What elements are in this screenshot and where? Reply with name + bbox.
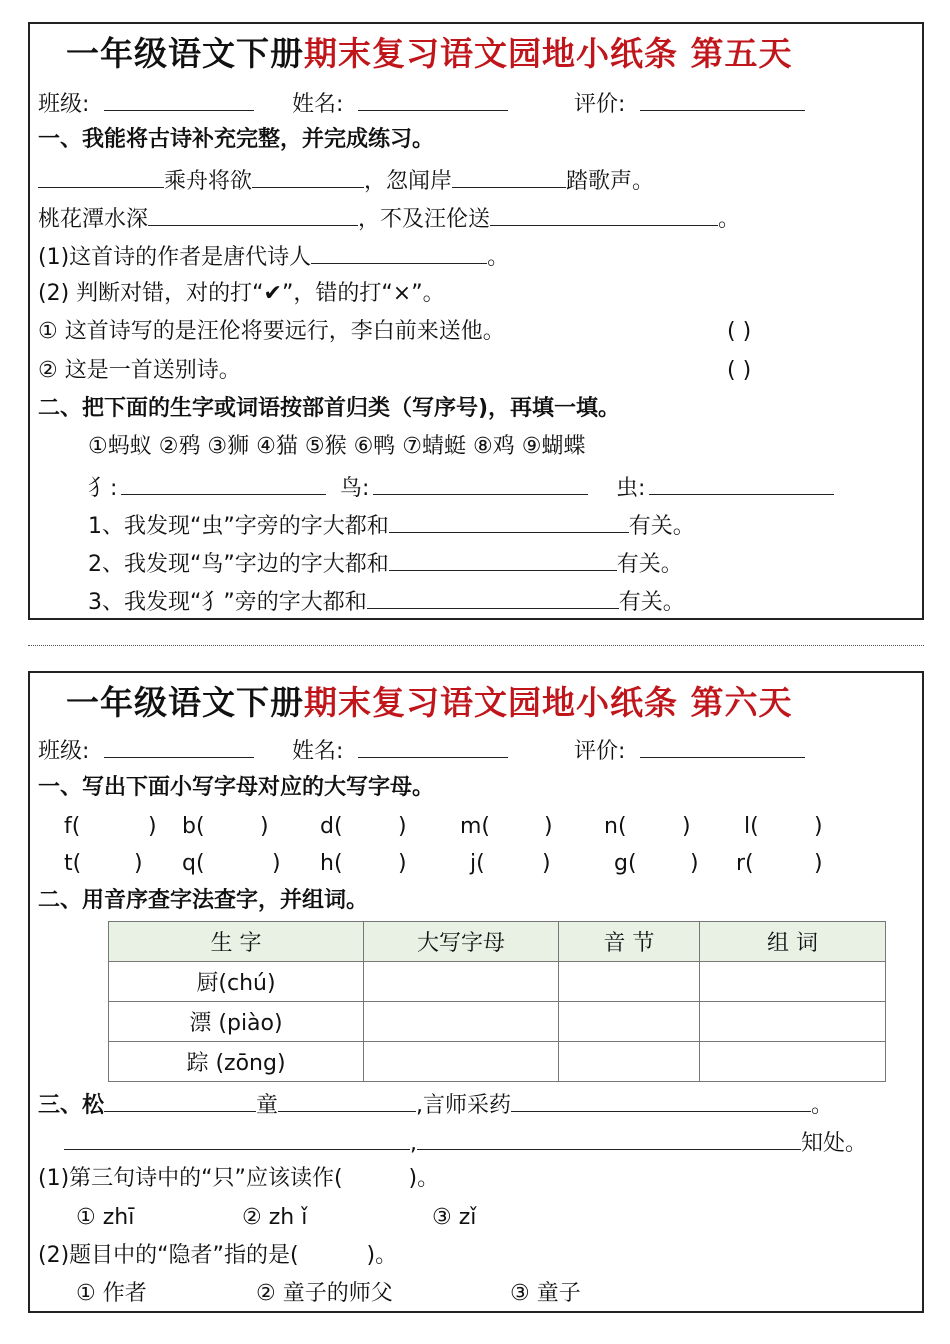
name-label: 姓名: [292,739,344,764]
lookup-table [108,921,886,1082]
poem-text: ，忽闻岸 [364,169,453,194]
radical-label: 虫: [616,476,646,501]
table-input-cell[interactable] [559,962,700,1002]
question-text: (2)题目中的“隐者”指的是( [38,1243,299,1268]
letter-item: f( [64,814,81,839]
poem-text: 踏歌声。 [566,169,655,194]
close-paren: ) [690,851,699,876]
poem-text: 。 [718,207,741,232]
worksheet-title [66,34,793,74]
table-char-cell: 漂 (piào) [109,1002,364,1042]
table-header: 生 字 [109,922,364,962]
table-header: 大写字母 [364,922,559,962]
poem-text: ，不及汪伦送 [358,207,491,232]
letter-item: l( [744,814,759,839]
grade-label: 评价: [574,92,626,117]
table-row [109,1042,886,1082]
fill-text: 2、我发现“鸟”字边的字大都和 [88,552,389,577]
poem-line-1 [38,165,654,196]
table-header: 音 节 [559,922,700,962]
question-text: )。 [408,1166,440,1191]
poem-blank-5[interactable] [417,1127,801,1150]
poem-text: ,言师采药 [416,1093,512,1118]
fill-blank-1[interactable] [389,510,629,533]
table-input-cell[interactable] [364,1042,559,1082]
section1-heading: 一、我能将古诗补充完整，并完成练习。 [38,127,435,152]
letter-item: m( [460,814,491,839]
question-text: (1)第三句诗中的“只”应该读作( [38,1166,343,1191]
class-label: 班级: [38,739,90,764]
section3-poem-line-2 [64,1127,867,1158]
letter-item: b( [182,814,205,839]
grade-field [574,88,805,119]
letter-item: q( [182,851,205,876]
table-input-cell[interactable] [364,1002,559,1042]
poem-text: 知处。 [801,1131,868,1156]
class-blank[interactable] [104,88,254,111]
name-label: 姓名: [292,92,344,117]
name-blank[interactable] [358,735,508,758]
table-input-cell[interactable] [364,962,559,1002]
option-item[interactable]: ② zh ǐ [242,1205,308,1230]
question-text: (1)这首诗的作者是唐代诗人 [38,245,312,270]
close-paren: ) [398,851,407,876]
judge-item-1: ① 这首诗写的是汪伦将要远行，李白前来送他。 [38,319,505,344]
question-text: )。 [366,1243,398,1268]
letter-item: r( [736,851,754,876]
poem-text: , [410,1131,417,1156]
fill-line-1 [88,510,695,541]
fill-text: 1、我发现“虫”字旁的字大都和 [88,514,389,539]
question-text: 。 [487,245,510,270]
letter-item: j( [470,851,485,876]
name-blank[interactable] [358,88,508,111]
character-list: ①蚂蚁 ②鸦 ③狮 ④猫 ⑤猴 ⑥鸭 ⑦蜻蜓 ⑧鸡 ⑨蝴蝶 [88,434,586,459]
radical-dog-blank[interactable] [121,472,326,495]
table-header-row [109,922,886,962]
poem-text: 桃花潭水深 [38,207,149,232]
radical-bird-blank[interactable] [373,472,588,495]
cut-line [28,645,924,646]
close-paren: ) [134,851,143,876]
letter-item: t( [64,851,82,876]
option-item[interactable]: ② 童子的师父 [256,1281,393,1306]
worksheet-day6 [28,671,924,1313]
fill-blank-3[interactable] [367,586,619,609]
grade-blank[interactable] [640,88,805,111]
worksheet-title [66,683,793,723]
info-row [38,88,254,119]
option-item[interactable]: ① zhī [76,1205,135,1230]
name-field [292,735,508,766]
title-black-part: 一年级语文下册 [66,683,304,722]
poem-line-2 [38,203,740,234]
poem-text: 乘舟将欲 [164,169,253,194]
radical-bird [340,472,588,503]
radical-insect-blank[interactable] [649,472,834,495]
table-header: 组 词 [700,922,886,962]
option-item[interactable]: ③ 童子 [510,1281,581,1306]
fill-text: 有关。 [628,514,695,539]
option-item[interactable]: ① 作者 [76,1281,147,1306]
poem-blank-3[interactable] [511,1089,811,1112]
info-row [38,735,254,766]
table-input-cell[interactable] [559,1002,700,1042]
letter-item: h( [320,851,343,876]
class-blank[interactable] [104,735,254,758]
title-black-part: 一年级语文下册 [66,34,304,73]
poem-blank-1[interactable] [38,165,164,188]
close-paren: ) [260,814,269,839]
poem-blank-2[interactable] [252,165,364,188]
name-field [292,88,508,119]
letter-item: g( [614,851,637,876]
fill-blank-2[interactable] [389,548,617,571]
section2-heading: 二、用音序查字法查字，并组词。 [38,888,369,913]
table-input-cell[interactable] [559,1042,700,1082]
title-red-part: 期末复习语文园地小纸条 第六天 [304,683,793,722]
letter-item: n( [604,814,627,839]
judge-item-2: ② 这是一首送别诗。 [38,358,241,383]
radical-dog [88,472,326,503]
poem-blank-1[interactable] [104,1089,256,1112]
poem-blank-3[interactable] [452,165,566,188]
close-paren: ) [814,851,823,876]
table-char-cell: 踪 (zōng) [109,1042,364,1082]
grade-label: 评价: [574,739,626,764]
table-char-cell: 厨(chú) [109,962,364,1002]
section3-heading: 三、松 [38,1093,105,1118]
poem-blank-4[interactable] [64,1127,410,1150]
grade-blank[interactable] [640,735,805,758]
poet-blank[interactable] [311,241,487,264]
section1-heading: 一、写出下面小写字母对应的大写字母。 [38,775,435,800]
fill-text: 有关。 [616,552,683,577]
close-paren: ) [544,814,553,839]
close-paren: ) [272,851,281,876]
close-paren: ) [398,814,407,839]
table-input-cell[interactable] [700,1002,886,1042]
radical-label: 犭: [88,476,118,501]
title-red-part: 期末复习语文园地小纸条 第五天 [304,34,793,73]
close-paren: ) [542,851,551,876]
section3-poem-line-1 [38,1089,833,1120]
table-row [109,962,886,1002]
question-1 [38,241,509,272]
table-row [109,1002,886,1042]
question-2 [38,1242,397,1270]
close-paren: ) [148,814,157,839]
question-2: (2) 判断对错，对的打“✔”，错的打“×”。 [38,281,445,306]
option-item[interactable]: ③ zǐ [432,1205,477,1230]
fill-text: 有关。 [618,590,685,615]
grade-field [574,735,805,766]
letter-item: d( [320,814,343,839]
judge-paren-2[interactable]: ( ) [727,358,752,383]
table-input-cell[interactable] [700,1042,886,1082]
fill-line-3 [88,586,685,617]
poem-text: 。 [811,1093,834,1118]
close-paren: ) [682,814,691,839]
close-paren: ) [814,814,823,839]
section2-heading: 二、把下面的生字或词语按部首归类（写序号)，再填一填。 [38,396,621,421]
radical-label: 鸟: [340,476,370,501]
poem-blank-5[interactable] [490,203,718,226]
fill-line-2 [88,548,683,579]
poem-text: 童 [256,1093,279,1118]
poem-blank-4[interactable] [148,203,358,226]
poem-blank-2[interactable] [278,1089,416,1112]
question-1 [38,1165,439,1193]
worksheet-day5 [28,22,924,620]
radical-insect [616,472,834,503]
judge-paren-1[interactable]: ( ) [727,319,752,344]
fill-text: 3、我发现“犭”旁的字大都和 [88,590,367,615]
table-input-cell[interactable] [700,962,886,1002]
class-label: 班级: [38,92,90,117]
